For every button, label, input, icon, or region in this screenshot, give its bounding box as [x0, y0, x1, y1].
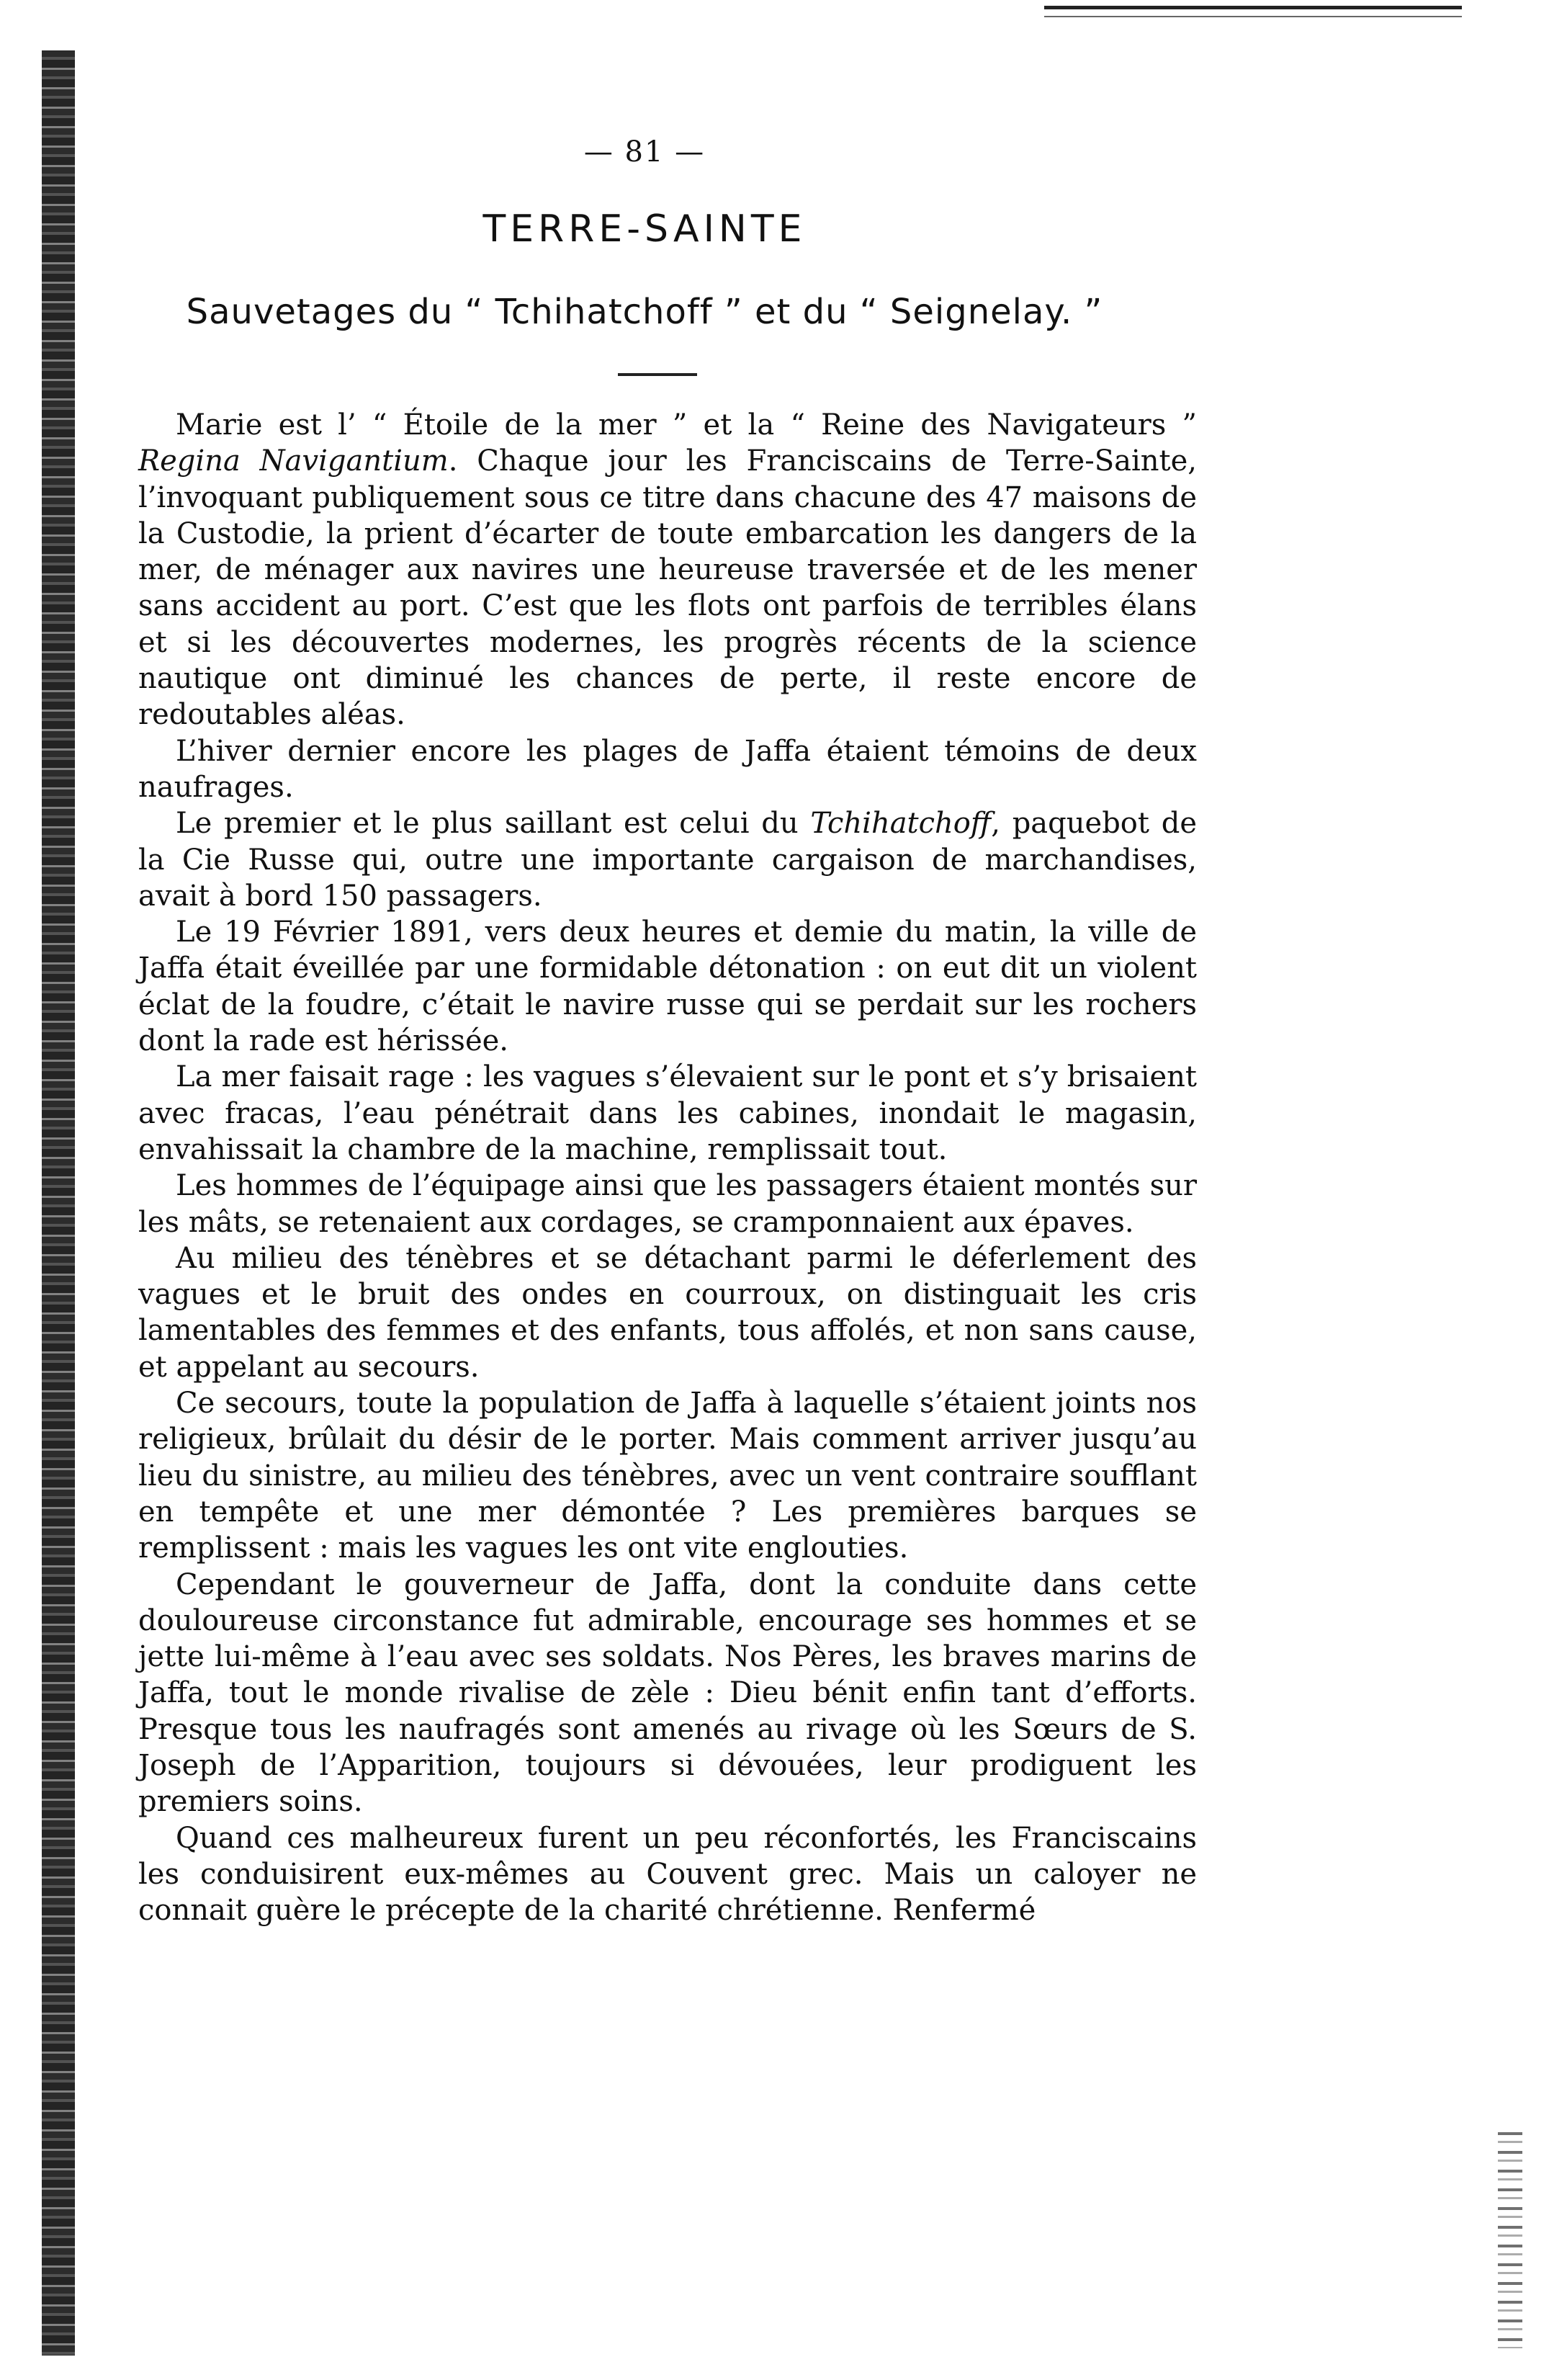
paragraph — [138, 914, 1197, 1059]
paragraph-text: Quand ces malheureux furent un peu réconfortés, les Franciscains les conduisirent eux-mêmes au Couvent grec. Mais un caloyer ne connait guère le précepte de la charité chrétienne. Renfermé — [138, 1821, 1197, 1928]
top-rule — [1044, 6, 1462, 9]
chapter-title: TERRE-SAINTE — [482, 207, 807, 251]
paragraph-text: Le 19 Février 1891, vers deux heures et demie du matin, la ville de Jaffa était éveillée par une formidable détonation : on eut dit un violent éclat de la foudre, c’était le navire russe qui se perdait sur les rochers dont la rade est hérissée. — [138, 916, 1197, 1058]
paragraph-text: La mer faisait rage : les vagues s’élevaient sur le pont et s’y brisaient avec fracas, l’eau pénétrait dans les cabines, inondait le magasin, envahissait la chambre de la machine, remplissait tout. — [138, 1060, 1197, 1166]
paragraph — [138, 1240, 1197, 1385]
paragraph — [138, 1385, 1197, 1566]
paragraph-text: Le premier et le plus saillant est celui du — [176, 807, 811, 841]
article-body — [138, 407, 1197, 1928]
paragraph — [138, 733, 1197, 806]
section-divider — [618, 373, 697, 376]
paragraph-text: , paquebot de la Cie Russe qui, outre une importante cargaison de marchandises, avait à bord 150 passagers. — [138, 807, 1197, 913]
paragraph-text: Les hommes de l’équipage ainsi que les passagers étaient montés sur les mâts, se retenaient aux cordages, se cramponnaient aux épaves. — [138, 1169, 1197, 1239]
paragraph-text: Ce secours, toute la population de Jaffa à laquelle s’étaient joints nos religieux, brûlait du désir de le porter. Mais comment arriver jusqu’au lieu du sinistre, au milieu des ténèbres, avec un vent contraire soufflant en tempête et une mer démontée ? Les premières barques se remplissent : mais les vagues les ont vite englouties. — [138, 1387, 1197, 1565]
paragraph — [138, 1567, 1197, 1820]
page-binding-edge — [42, 50, 75, 2356]
paragraph-text: Marie est l’ “ Étoile de la mer ” et la “ Reine des Navigateurs ” — [176, 408, 1197, 442]
paragraph — [138, 1820, 1197, 1929]
paragraph-text: Au milieu des ténèbres et se détachant parmi le déferlement des vagues et le bruit des ondes en courroux, on distinguait les cris lamentables des femmes et des enfants, tous affolés, et non sans cause, et appelant au secours. — [138, 1241, 1197, 1384]
top-rule-thin — [1044, 16, 1462, 17]
paragraph-emphasis: Tchihatchoff — [810, 807, 992, 841]
paragraph — [138, 805, 1197, 914]
scan-speckle — [1498, 2132, 1522, 2348]
paragraph — [138, 407, 1197, 733]
page-number: — 81 — — [583, 135, 706, 169]
paragraph-text: L’hiver dernier encore les plages de Jaffa étaient témoins de deux naufrages. — [138, 734, 1197, 804]
paragraph-text: Cependant le gouverneur de Jaffa, dont la conduite dans cette douloureuse circonstance fut admirable, encourage ses hommes et se jette lui-même à l’eau avec ses soldats. Nos Pères, les braves marins de Jaffa, tout le monde rivalise de zèle : Dieu bénit enfin tant d’efforts. Presque tous les naufragés sont amenés au rivage où les Sœurs de S. Joseph de l’Apparition, toujours si dévouées, leur prodiguent les premiers soins. — [138, 1567, 1197, 1819]
article-subtitle: Sauvetages du “ Tchihatchoff ” et du “ Seignelay. ” — [186, 292, 1103, 332]
paragraph — [138, 1168, 1197, 1240]
paragraph-text: . Chaque jour les Franciscains de Terre-Sainte, l’invoquant publiquement sous ce titre dans chacune des 47 maisons de la Custodie, la prient d’écarter de toute embarcation les dangers de la mer, de ménager aux navires une heureuse traversée et de les mener sans accident au port. C’est que les flots ont parfois de terribles élans et si les découvertes modernes, les progrès récents de la science nautique ont diminué les chances de perte, il reste encore de redoutables aléas. — [138, 444, 1197, 732]
paragraph — [138, 1059, 1197, 1168]
paragraph-emphasis: Regina Navigantium — [138, 444, 449, 478]
